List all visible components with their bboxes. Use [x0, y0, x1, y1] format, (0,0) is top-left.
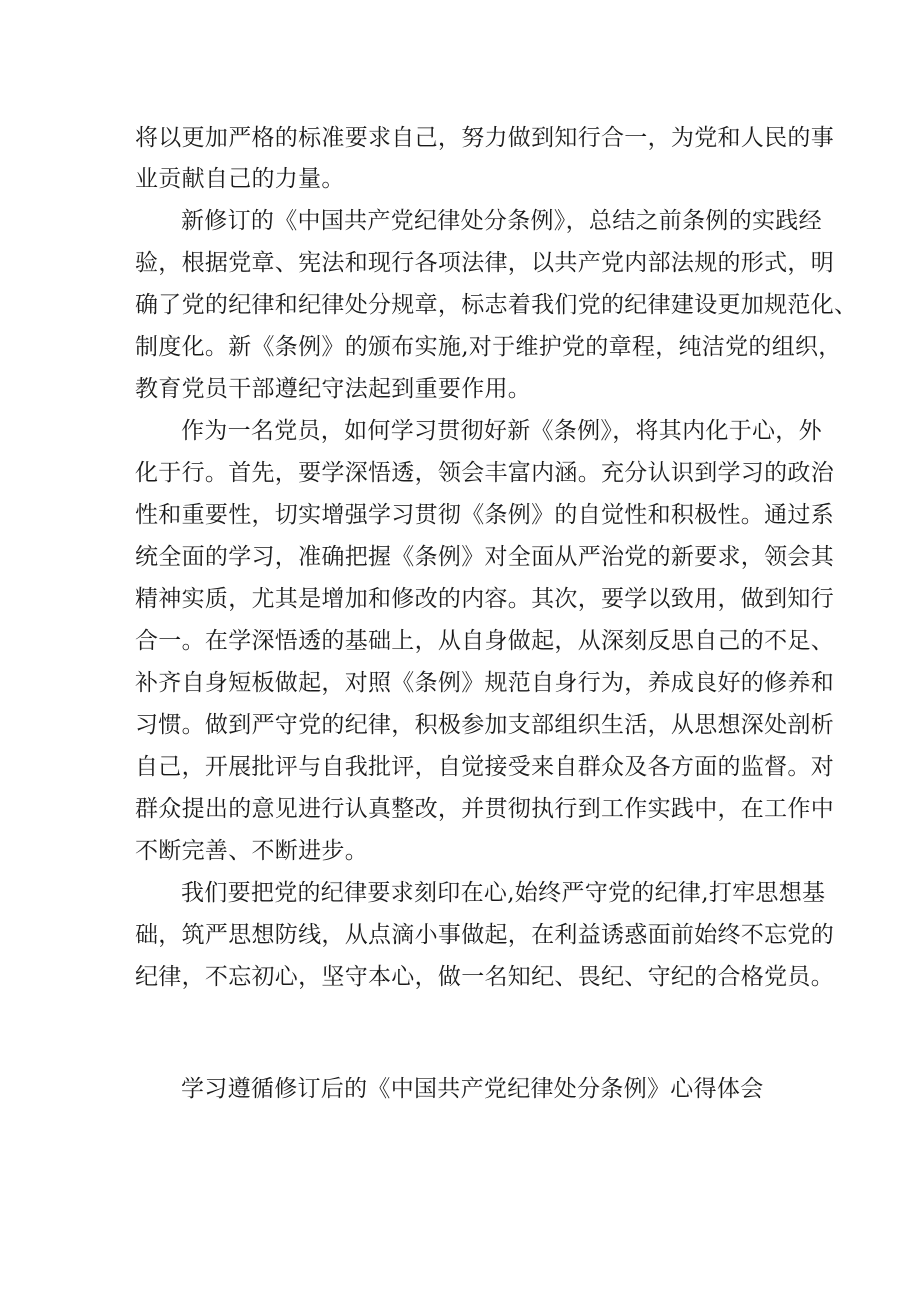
text-line: 我们要把党的纪律要求刻印在心,始终严守党的纪律,打牢思想基 [181, 880, 826, 906]
text-line: 作为一名党员，如何学习贯彻好新《条例》，将其内化于心，外 [181, 418, 822, 444]
text-line: 础，筑严思想防线，从点滴小事做起，在利益诱惑面前始终不忘党的 [135, 922, 834, 948]
text-line: 纪律，不忘初心，坚守本心，做一名知纪、畏纪、守纪的合格党员。 [135, 964, 834, 990]
text-line: 新修订的《中国共产党纪律处分条例》，总结之前条例的实践经 [181, 208, 822, 234]
text-line: 将以更加严格的标准要求自己，努力做到知行合一，为党和人民的事 [135, 125, 834, 151]
text-line: 习惯。做到严守党的纪律，积极参加支部组织生活，从思想深处剖析 [135, 712, 834, 738]
text-line: 自己，开展批评与自我批评，自觉接受来自群众及各方面的监督。对 [135, 754, 834, 780]
text-line: 确了党的纪律和纪律处分规章，标志着我们党的纪律建设更加规范化、 [135, 292, 858, 318]
text-line: 化于行。首先，要学深悟透，领会丰富内涵。充分认识到学习的政治 [135, 460, 834, 486]
text-line: 统全面的学习，准确把握《条例》对全面从严治党的新要求，领会其 [135, 544, 834, 570]
text-line: 补齐自身短板做起，对照《条例》规范自身行为，养成良好的修养和 [135, 670, 834, 696]
text-line: 群众提出的意见进行认真整改，并贯彻执行到工作实践中，在工作中 [135, 796, 834, 822]
text-line: 合一。在学深悟透的基础上，从自身做起，从深刻反思自己的不足、 [135, 628, 834, 654]
text-line: 制度化。新《条例》的颁布实施,对于维护党的章程，纯洁党的组织， [135, 334, 842, 360]
text-line: 精神实质，尤其是增加和修改的内容。其次，要学以致用，做到知行 [135, 586, 834, 612]
text-line: 教育党员干部遵纪守法起到重要作用。 [135, 376, 532, 402]
section-title: 学习遵循修订后的《中国共产党纪律处分条例》心得体会 [181, 1076, 764, 1102]
text-line: 性和重要性，切实增强学习贯彻《条例》的自觉性和积极性。通过系 [135, 502, 834, 528]
text-line: 验，根据党章、宪法和现行各项法律，以共产党内部法规的形式，明 [135, 250, 834, 276]
text-line: 不断完善、不断进步。 [135, 838, 368, 864]
text-line: 业贡献自己的力量。 [135, 166, 345, 192]
